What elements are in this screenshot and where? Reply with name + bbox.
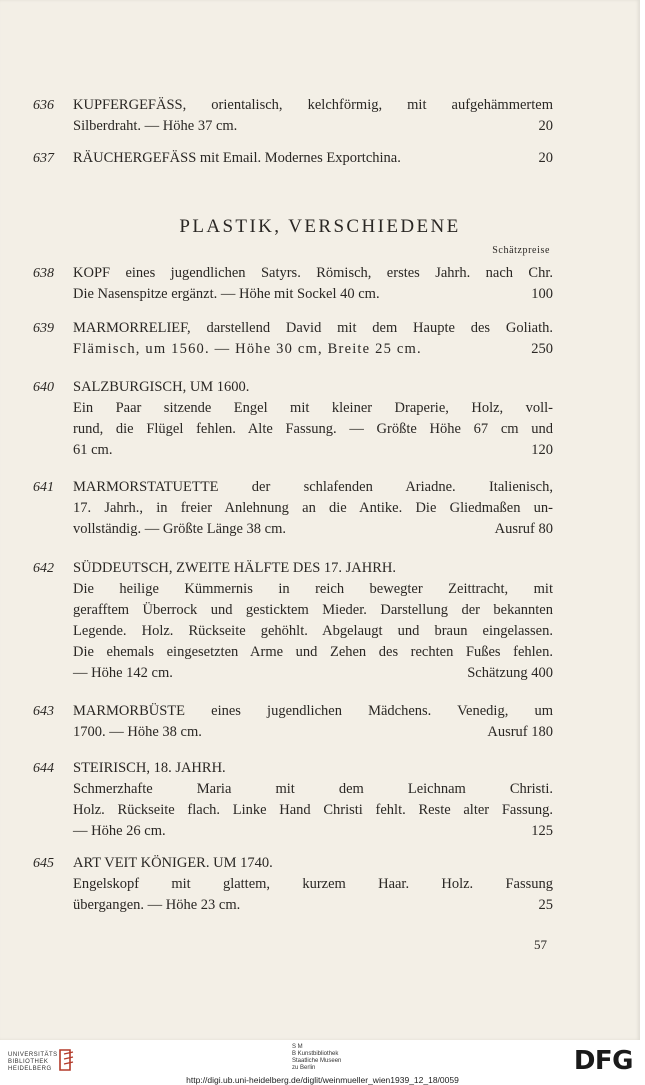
price: 125 — [531, 823, 553, 839]
entry-line: Ein Paar sitzende Engel mit kleiner Draperie, Holz, voll- — [73, 400, 553, 416]
entry-heading: SÜDDEUTSCH, ZWEITE HÄLFTE DES 17. JAHRH. — [73, 560, 397, 576]
lot-number: 641 — [33, 480, 54, 495]
entry-line: 61 cm. — [73, 442, 113, 458]
price: 250 — [531, 341, 553, 357]
entry-639 — [33, 318, 553, 360]
lot-number: 643 — [33, 704, 54, 719]
entry-line: übergangen. — Höhe 23 cm. — [73, 897, 241, 913]
entry-line: gerafftem Überrock und gesticktem Mieder. Darstellung der bekannten — [73, 602, 553, 618]
lot-number: 639 — [33, 321, 54, 336]
lot-number: 637 — [33, 151, 54, 166]
entry-line: 1700. — Höhe 38 cm. — [73, 724, 202, 740]
entry-line: Die ehemals eingesetzten Arme und Zehen des rechten Fußes fehlen. — [73, 644, 553, 660]
entry-line: 17. Jahrh., in freier Anlehnung an die Antike. Die Gliedmaßen un- — [73, 500, 553, 516]
entry-line: Die heilige Kümmernis in reich bewegter Zeittracht, mit — [73, 581, 553, 597]
lot-number: 638 — [33, 266, 54, 281]
dfg-logo[interactable]: DFG — [573, 1046, 633, 1076]
lot-number: 636 — [33, 98, 54, 113]
price: 120 — [531, 442, 553, 458]
price: 25 — [538, 897, 553, 913]
entry-643 — [33, 701, 553, 743]
lot-number: 645 — [33, 856, 54, 871]
entry-641 — [33, 477, 553, 540]
price: 20 — [538, 118, 553, 134]
permalink-url[interactable]: http://digi.ub.uni-heidelberg.de/diglit/weinmueller_wien1939_12_18/0059 — [186, 1075, 459, 1085]
entry-line: — Höhe 142 cm. — [73, 665, 173, 681]
entry-line: — Höhe 26 cm. — [73, 823, 166, 839]
price: Ausruf 180 — [487, 724, 553, 740]
entry-line: KOPF eines jugendlichen Satyrs. Römisch, erstes Jahrh. nach Chr. — [73, 265, 553, 281]
entry-line: Holz. Rückseite flach. Linke Hand Christi fehlt. Reste alter Fassung. — [73, 802, 553, 818]
entry-line: rund, die Flügel fehlen. Alte Fassung. — Größte Höhe 67 cm und — [73, 421, 553, 437]
entry-line: Flämisch, um 1560. — Höhe 30 cm, Breite 25 cm. — [73, 341, 422, 357]
entry-638 — [33, 263, 553, 305]
entry-636 — [33, 95, 553, 137]
price: Schätzung 400 — [467, 665, 553, 681]
entry-645 — [33, 853, 553, 916]
entry-heading: ART VEIT KÖNIGER. UM 1740. — [73, 855, 273, 871]
entry-heading: SALZBURGISCH, UM 1600. — [73, 379, 250, 395]
lot-number: 640 — [33, 380, 54, 395]
lot-number: 644 — [33, 761, 54, 776]
ub-heidelberg-emblem-icon — [56, 1048, 76, 1072]
entry-line: MARMORRELIEF, darstellend David mit dem Haupte des Goliath. — [73, 320, 553, 336]
kunstbibliothek-credit: S M B Kunstbibliothek Staatliche Museen zu Berlin — [292, 1044, 342, 1071]
entry-line: Schmerzhafte Maria mit dem Leichnam Christi. — [73, 781, 553, 797]
entry-line: Silberdraht. — Höhe 37 cm. — [73, 118, 238, 134]
lot-number: 642 — [33, 561, 54, 576]
entry-642 — [33, 558, 553, 684]
entry-line: Legende. Holz. Rückseite gehöhlt. Abgelaugt und braun eingelassen. — [73, 623, 553, 639]
entry-line: MARMORBÜSTE eines jugendlichen Mädchens. Venedig, um — [73, 703, 553, 719]
price: Ausruf 80 — [494, 521, 553, 537]
entry-640 — [33, 377, 553, 461]
price: 20 — [538, 150, 553, 166]
page-number: 57 — [534, 937, 547, 952]
entry-line: KUPFERGEFÄSS, orientalisch, kelchförmig, mit aufgehämmertem — [73, 97, 553, 113]
section-title: PLASTIK, VERSCHIEDENE — [179, 216, 461, 237]
entry-heading: STEIRISCH, 18. JAHRH. — [73, 760, 226, 776]
entry-line: MARMORSTATUETTE der schlafenden Ariadne. Italienisch, — [73, 479, 553, 495]
entry-line: Die Nasenspitze ergänzt. — Höhe mit Sockel 40 cm. — [73, 286, 380, 302]
footer-bar — [0, 1040, 645, 1085]
entry-line: Engelskopf mit glattem, kurzem Haar. Holz. Fassung — [73, 876, 553, 892]
entry-644 — [33, 758, 553, 842]
entry-637 — [33, 148, 553, 169]
entry-line: vollständig. — Größte Länge 38 cm. — [73, 521, 287, 537]
entry-line: RÄUCHERGEFÄSS mit Email. Modernes Exportchina. — [73, 150, 401, 166]
price: 100 — [531, 286, 553, 302]
ub-heidelberg-logo-text[interactable]: UNIVERSITÄTS BIBLIOTHEK HEIDELBERG — [8, 1052, 58, 1072]
schaetzpreise-label: Schätzpreise — [492, 245, 550, 256]
